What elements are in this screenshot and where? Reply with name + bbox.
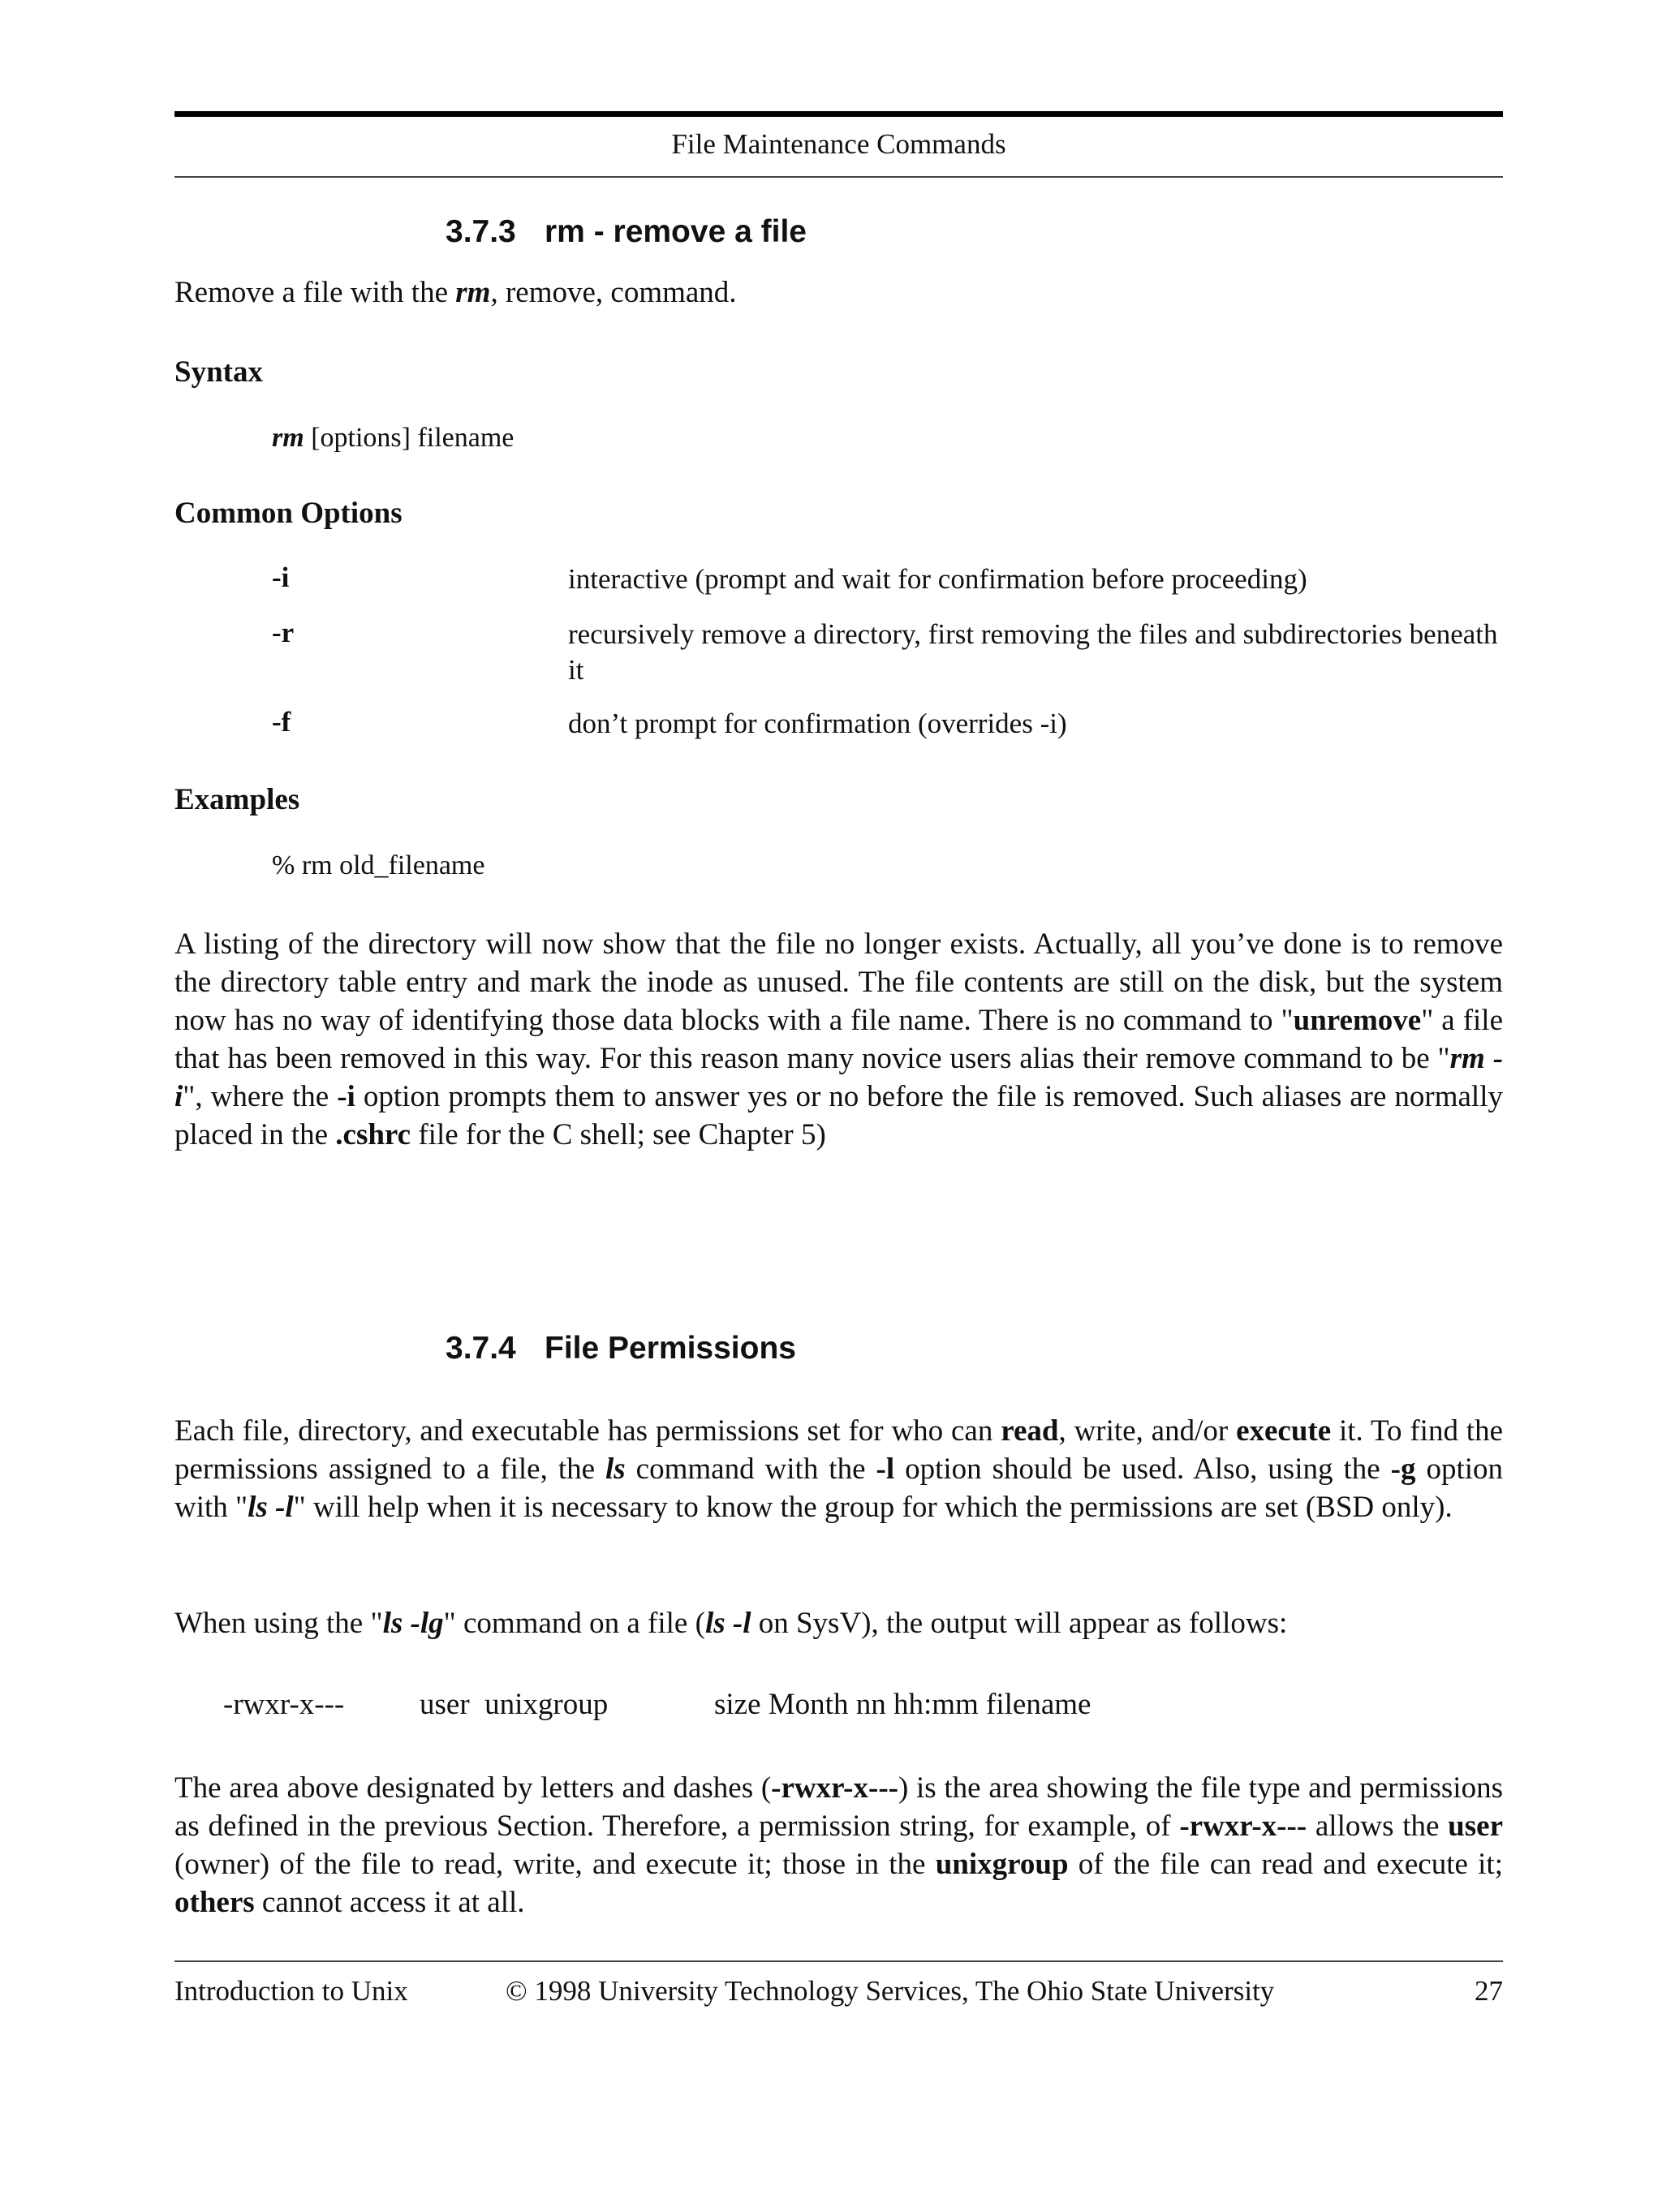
section-heading-3-7-4: [446, 1331, 796, 1366]
para-text: option with ": [174, 1452, 1504, 1524]
section-title: File Permissions: [545, 1331, 796, 1366]
para-bold: -g: [1390, 1452, 1416, 1486]
permissions-paragraph-1: [174, 1412, 1503, 1526]
para-text: The area above designated by letters and dashes (: [174, 1771, 772, 1805]
header-rule-bottom: [174, 176, 1503, 178]
para-text: option prompts them to answer yes or no before the file is removed. Such aliases are normally placed in the: [174, 1080, 1503, 1151]
para-text: (owner) of the file to read, write, and execute it; those in the: [174, 1848, 936, 1881]
syntax-heading: Syntax: [174, 355, 263, 389]
para-bold: others: [174, 1886, 255, 1919]
syntax-args: [options] filename: [304, 423, 515, 453]
listing-details: size Month nn hh:mm filename: [714, 1688, 1091, 1721]
section-number: 3.7.3: [446, 214, 516, 249]
para-bold: -i: [337, 1080, 355, 1113]
para-text: " a file that has been removed in this way. For this reason many novice users alias their remove command to be ": [174, 1004, 1503, 1075]
page-number: 27: [1475, 1975, 1503, 2007]
para-text: When using the ": [174, 1607, 383, 1640]
para-command: ls -lg: [382, 1607, 444, 1640]
para-bold: read: [1001, 1414, 1059, 1448]
intro-text: Remove a file with the: [174, 276, 456, 309]
para-bold: unixgroup: [935, 1848, 1069, 1881]
para-bold: -rwxr-x---: [1179, 1810, 1307, 1843]
para-text: file for the C shell; see Chapter 5): [411, 1118, 826, 1151]
para-bold: execute: [1236, 1414, 1332, 1448]
para-command: rm -i: [174, 1042, 1504, 1113]
footer-rule: [174, 1960, 1503, 1962]
header-rule-top: [174, 111, 1503, 117]
para-text: allows the: [1307, 1810, 1449, 1843]
para-text: ", where the: [183, 1080, 338, 1113]
para-bold: unremove: [1293, 1004, 1422, 1037]
para-text: A listing of the directory will now show that the file no longer exists. Actually, all you’ve done is to remove the directory table entry and mark the inode as unused. The file contents are still on the disk, but the system now has no way of identifying those data blocks with a file name. There is no command to ": [174, 927, 1503, 1037]
para-bold: -rwxr-x---: [771, 1771, 898, 1805]
para-bold: .cshrc: [335, 1118, 411, 1151]
section-number: 3.7.4: [446, 1331, 516, 1366]
option-flag: -i: [272, 562, 290, 593]
para-text: ) is the area showing the file type and permissions as defined in the previous Section. Therefore, a permission string, for example, of: [174, 1771, 1503, 1843]
example-command: % rm old_filename: [272, 850, 485, 880]
option-flag: -r: [272, 617, 295, 648]
para-text: of the file can read and execute it;: [1068, 1848, 1503, 1881]
para-text: on SysV), the output will appear as follows:: [751, 1607, 1288, 1640]
para-text: it. To find the permissions assigned to a file, the: [174, 1414, 1504, 1486]
examples-heading: Examples: [174, 783, 300, 816]
para-text: option should be used. Also, using the: [894, 1452, 1391, 1486]
para-text: Each file, directory, and executable has permissions set for who can: [174, 1414, 1001, 1448]
section-title: rm - remove a file: [545, 214, 807, 249]
running-header: File Maintenance Commands: [671, 128, 1006, 160]
common-options-heading: Common Options: [174, 497, 403, 530]
footer-copyright: © 1998 University Technology Services, The Ohio State University: [506, 1975, 1275, 2007]
option-flag: -f: [272, 706, 291, 738]
para-command: ls -l: [704, 1607, 751, 1640]
para-text: command with the: [625, 1452, 876, 1486]
para-bold: user: [1448, 1810, 1503, 1843]
option-description: don’t prompt for confirmation (overrides -i): [568, 708, 1067, 739]
rm-explanation-paragraph: [174, 925, 1503, 1154]
option-description: interactive (prompt and wait for confirmation before proceeding): [568, 563, 1307, 595]
listing-owner-group: user unixgroup: [420, 1688, 609, 1721]
syntax-command: rm: [272, 423, 304, 453]
intro-text-end: , remove, command.: [490, 276, 737, 309]
intro-command: rm: [455, 276, 491, 309]
listing-perms: -rwxr-x---: [223, 1688, 345, 1721]
para-command: ls: [605, 1452, 626, 1486]
rm-intro: [174, 273, 737, 312]
section-heading-3-7-3: [446, 214, 807, 250]
para-bold: -l: [876, 1452, 895, 1486]
syntax-line: [272, 419, 514, 457]
para-command: ls -l: [248, 1491, 294, 1524]
permissions-paragraph-2: [174, 1604, 1503, 1642]
para-text: " command on a file (: [443, 1607, 705, 1640]
para-text: , write, and/or: [1058, 1414, 1237, 1448]
permissions-paragraph-3: [174, 1769, 1503, 1922]
option-description: recursively remove a directory, first removing the files and subdirectories beneath it: [568, 618, 1498, 686]
footer-left: Introduction to Unix: [174, 1975, 408, 2007]
para-text: " will help when it is necessary to know the group for which the permissions are set (BSD only).: [293, 1491, 1453, 1524]
para-text: cannot access it at all.: [254, 1886, 525, 1919]
